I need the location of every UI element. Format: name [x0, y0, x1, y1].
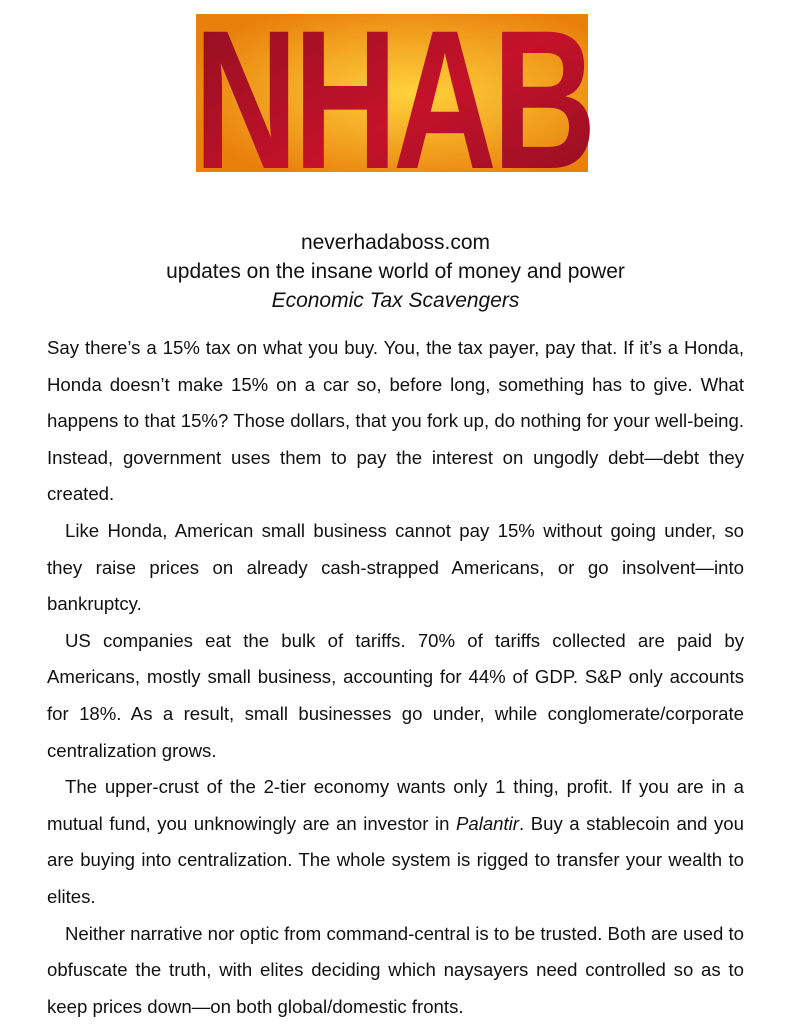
masthead [0, 228, 791, 315]
article-body [47, 330, 744, 1025]
paragraph-4-text-start: The upper-crust of the 2-tier economy wants only 1 thing, profit. If you are in a mutual fund, you unknowingly are an investor in [47, 776, 744, 834]
paragraph-1: Say there’s a 15% tax on what you buy. You, the tax payer, pay that. If it’s a Honda, Honda doesn’t make 15% on a car so, before long, something has to give. What happens to that 15%? Those dollars, that you fork up, do nothing for your well-being. Instead, government uses them to pay the interest on ungodly debt—debt they created. [47, 330, 744, 513]
paragraph-4-text-end: . Buy a stablecoin and you are buying into centralization. The whole system is rigged to transfer your wealth to elites. [47, 813, 744, 907]
nhab-logo [192, 0, 594, 186]
logo-wordmark: NHAB [194, 0, 592, 210]
paragraph-2: Like Honda, American small business cannot pay 15% without going under, so they raise prices on already cash-strapped Americans, or go insolvent—into bankruptcy. [47, 513, 744, 623]
site-name: neverhadaboss.com [0, 228, 791, 257]
article-title: Economic Tax Scavengers [0, 286, 791, 315]
site-tagline: updates on the insane world of money and power [0, 257, 791, 286]
palantir-emphasis: Palantir [456, 813, 519, 834]
paragraph-3: US companies eat the bulk of tariffs. 70% of tariffs collected are paid by Americans, mostly small business, accounting for 44% of GDP. S&P only accounts for 18%. As a result, small businesses go under, while conglomerate/corporate centralization grows. [47, 623, 744, 769]
paragraph-4 [47, 769, 744, 915]
paragraph-5: Neither narrative nor optic from command-central is to be trusted. Both are used to obfuscate the truth, with elites deciding which naysayers need controlled so as to keep prices down—on both global/domestic fronts. [47, 916, 744, 1025]
nhab-logo-graphic [192, 0, 594, 186]
